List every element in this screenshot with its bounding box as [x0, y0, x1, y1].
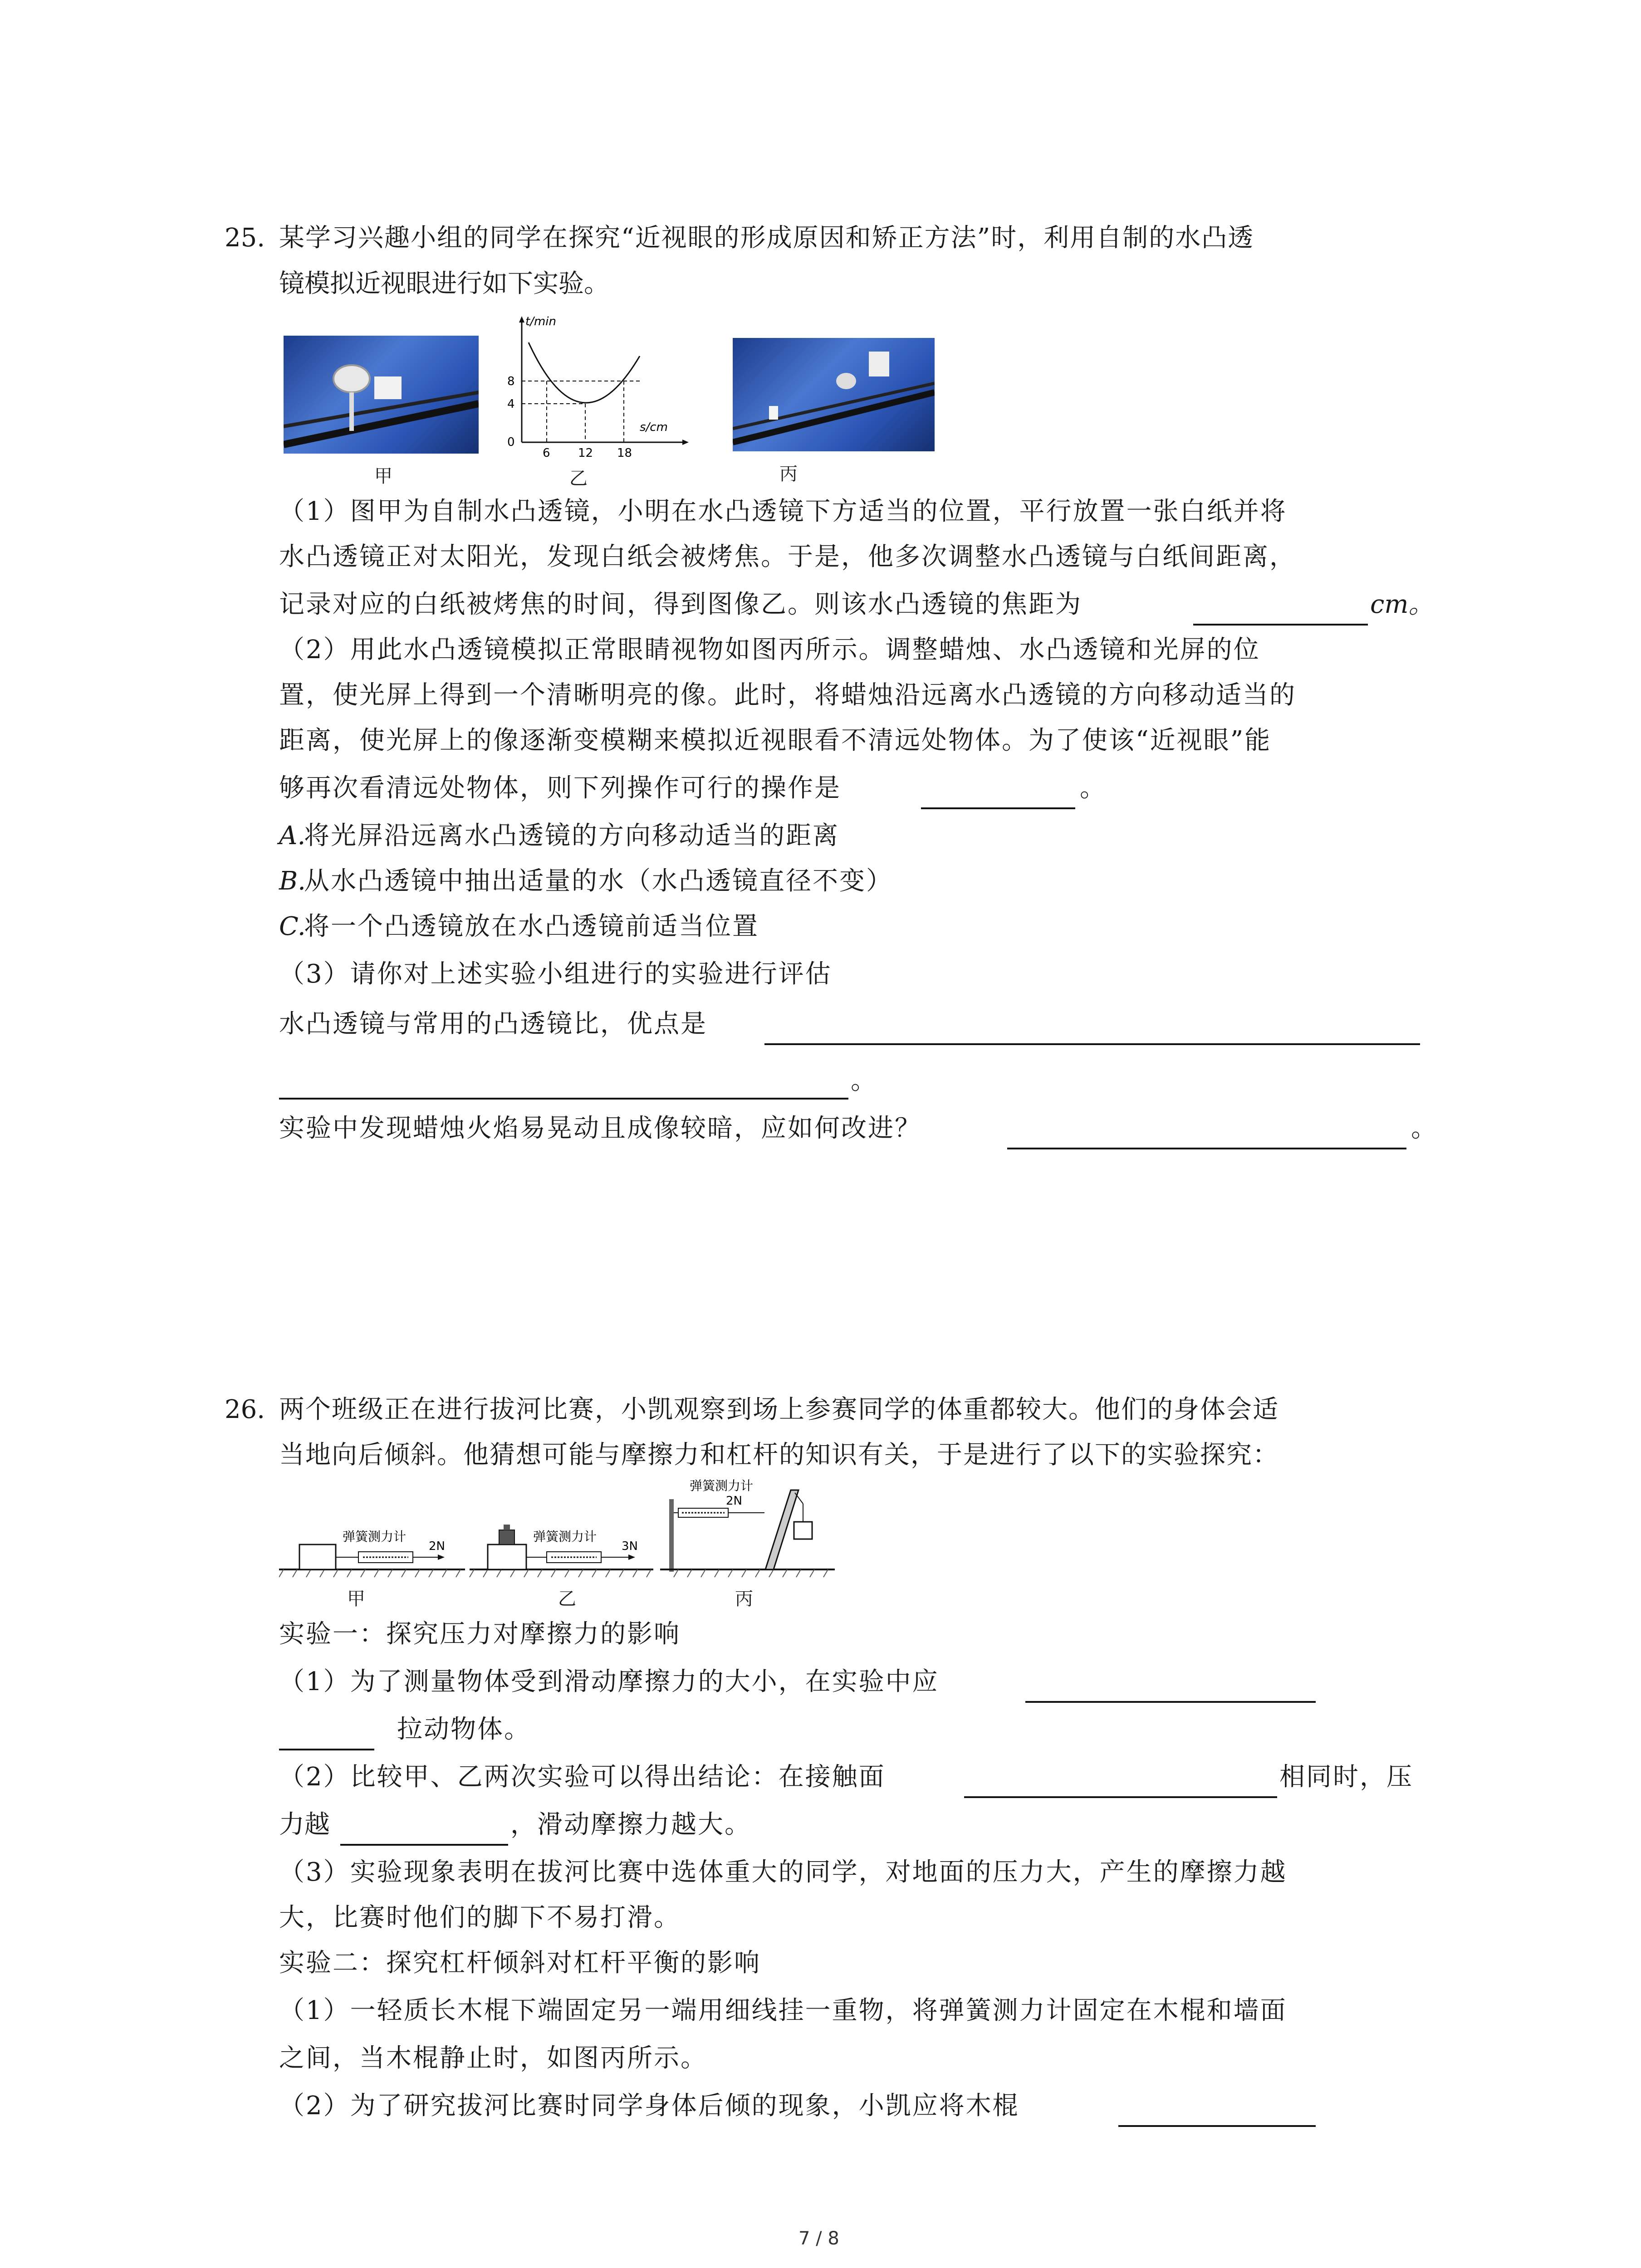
q25-part1-line-1: （1）图甲为自制水凸透镜，小明在水凸透镜下方适当的位置，平行放置一张白纸并将 [279, 497, 1287, 526]
experiment-1-title: 实验一：探究压力对摩擦力的影响 [279, 1619, 681, 1649]
e1-part2-line-2a: 力越 [279, 1810, 330, 1839]
graph-y-label: t/min [525, 315, 556, 328]
option-letter: A. [279, 821, 306, 850]
figure-yi-graph [504, 311, 694, 460]
force-label-jia: 2N [429, 1540, 445, 1553]
option-text: 将光屏沿远离水凸透镜的方向移动适当的距离 [304, 821, 839, 850]
q26-stem-line-1: 两个班级正在进行拔河比赛，小凯观察到场上参赛同学的体重都较大。他们的身体会适 [279, 1395, 1279, 1424]
graph-x-tick: 12 [578, 446, 593, 460]
figure-bing-caption-q26: 丙 [735, 1589, 753, 1609]
q25-part2-line-1: （2）用此水凸透镜模拟正常眼睛视物如图丙所示。调整蜡烛、水凸透镜和光屏的位 [279, 635, 1260, 665]
q25-stem-line-2: 镜模拟近视眼进行如下实验。 [279, 269, 609, 298]
answer-blank-pull-method[interactable] [1025, 1701, 1316, 1703]
figure-yi-caption-q26: 乙 [558, 1589, 576, 1609]
q25-part3-line-1: （3）请你对上述实验小组进行的实验进行评估 [279, 959, 832, 989]
q25-part2-line-2: 置，使光屏上得到一个清晰明亮的像。此时，将蜡烛沿远离水凸透镜的方向移动适当的 [279, 680, 1296, 710]
spring-scale-label: 弹簧测力计 [690, 1478, 754, 1493]
q25-part3-line-4-end: 。 [1411, 1114, 1436, 1143]
q26-stem-line-2: 当地向后倾斜。他猜想可能与摩擦力和杠杆的知识有关，于是进行了以下的实验探究： [279, 1440, 1279, 1470]
graph-y-tick: 0 [507, 435, 515, 449]
force-label-yi: 3N [622, 1540, 638, 1553]
q25-part1-line-2: 水凸透镜正对太阳光，发现白纸会被烤焦。于是，他多次调整水凸透镜与白纸间距离， [279, 542, 1296, 572]
option-letter: C. [279, 912, 306, 941]
figure-bing-caption: 丙 [779, 464, 798, 484]
answer-blank-improvement[interactable] [1007, 1148, 1406, 1149]
answer-blank-advantage-cont[interactable] [279, 1098, 848, 1100]
graph-x-tick: 18 [617, 446, 632, 460]
page-number: 7 / 8 [798, 2228, 839, 2249]
answer-blank-contact-surface[interactable] [964, 1796, 1277, 1798]
e1-part1-line-2: 拉动物体。 [397, 1715, 531, 1744]
figure-jia-photo [284, 336, 479, 454]
q25-part3-line-2: 水凸透镜与常用的凸透镜比，优点是 [279, 1009, 707, 1039]
e1-part2-line-1b: 相同时，压 [1279, 1762, 1413, 1792]
answer-blank-pull-method-cont[interactable] [279, 1749, 374, 1750]
e1-part3-line-2: 大，比赛时他们的脚下不易打滑。 [279, 1903, 681, 1932]
e1-part2-line-1a: （2）比较甲、乙两次实验可以得出结论：在接触面 [279, 1762, 886, 1792]
q25-part2-line-4: 够再次看清远处物体，则下列操作可行的操作是 [279, 773, 841, 803]
answer-blank-stick-action[interactable] [1118, 2125, 1316, 2127]
e1-part3-line-1: （3）实验现象表明在拔河比赛中选体重大的同学，对地面的压力大，产生的摩擦力越 [279, 1857, 1287, 1887]
q25-part3-line-4: 实验中发现蜡烛火焰易晃动且成像较暗，应如何改进？ [279, 1114, 921, 1143]
figure-jia-caption: 甲 [374, 466, 392, 487]
answer-blank-operation[interactable] [921, 807, 1075, 809]
graph-x-label: s/cm [640, 420, 668, 434]
q25-part2-end: 。 [1080, 773, 1105, 803]
e2-part1-line-2: 之间，当木棍静止时，如图丙所示。 [279, 2043, 707, 2073]
answer-blank-advantage[interactable] [764, 1043, 1420, 1045]
q25-part2-line-3: 距离，使光屏上的像逐渐变模糊来模拟近视眼看不清远处物体。为了使该“近视眼”能 [279, 726, 1272, 755]
figure-yi-caption: 乙 [569, 468, 588, 489]
figure-jia-caption-q26: 甲 [347, 1589, 365, 1609]
option-text: 将一个凸透镜放在水凸透镜前适当位置 [304, 912, 759, 941]
graph-y-tick: 4 [507, 397, 515, 411]
spring-scale-label: 弹簧测力计 [533, 1529, 597, 1544]
e2-part1-line-1: （1）一轻质长木棍下端固定另一端用细线挂一重物，将弹簧测力计固定在木棍和墙面 [279, 1996, 1287, 2025]
answer-blank-focal-length[interactable] [1193, 624, 1368, 626]
q25-part3-line-3-end: 。 [851, 1066, 876, 1095]
spring-scale-label: 弹簧测力计 [343, 1529, 407, 1544]
q25-stem-line-1: 某学习兴趣小组的同学在探究“近视眼的形成原因和矫正方法”时，利用自制的水凸透 [279, 223, 1254, 253]
option-letter: B. [279, 866, 306, 896]
figure-bing-photo [733, 338, 935, 451]
q26-number: 26. [225, 1395, 265, 1424]
e2-part2-line-1: （2）为了研究拔河比赛时同学身体后倾的现象，小凯应将木棍 [279, 2091, 1019, 2121]
e1-part1-line-1: （1）为了测量物体受到滑动摩擦力的大小，在实验中应 [279, 1667, 939, 1696]
q25-number: 25. [225, 223, 265, 253]
graph-y-tick: 8 [507, 375, 515, 388]
q26-figures [279, 1476, 842, 1588]
e1-part2-line-2b: ，滑动摩擦力越大。 [510, 1810, 751, 1839]
experiment-2-title: 实验二：探究杠杆倾斜对杠杆平衡的影响 [279, 1948, 761, 1978]
option-text: 从水凸透镜中抽出适量的水（水凸透镜直径不变） [304, 866, 893, 896]
force-label-bing: 2N [726, 1494, 742, 1508]
q25-part1-unit: cm。 [1370, 590, 1434, 619]
graph-x-tick: 6 [543, 446, 550, 460]
answer-blank-pressure[interactable] [340, 1844, 508, 1846]
q25-part1-line-3: 记录对应的白纸被烤焦的时间，得到图像乙。则该水凸透镜的焦距为 [279, 590, 1082, 619]
